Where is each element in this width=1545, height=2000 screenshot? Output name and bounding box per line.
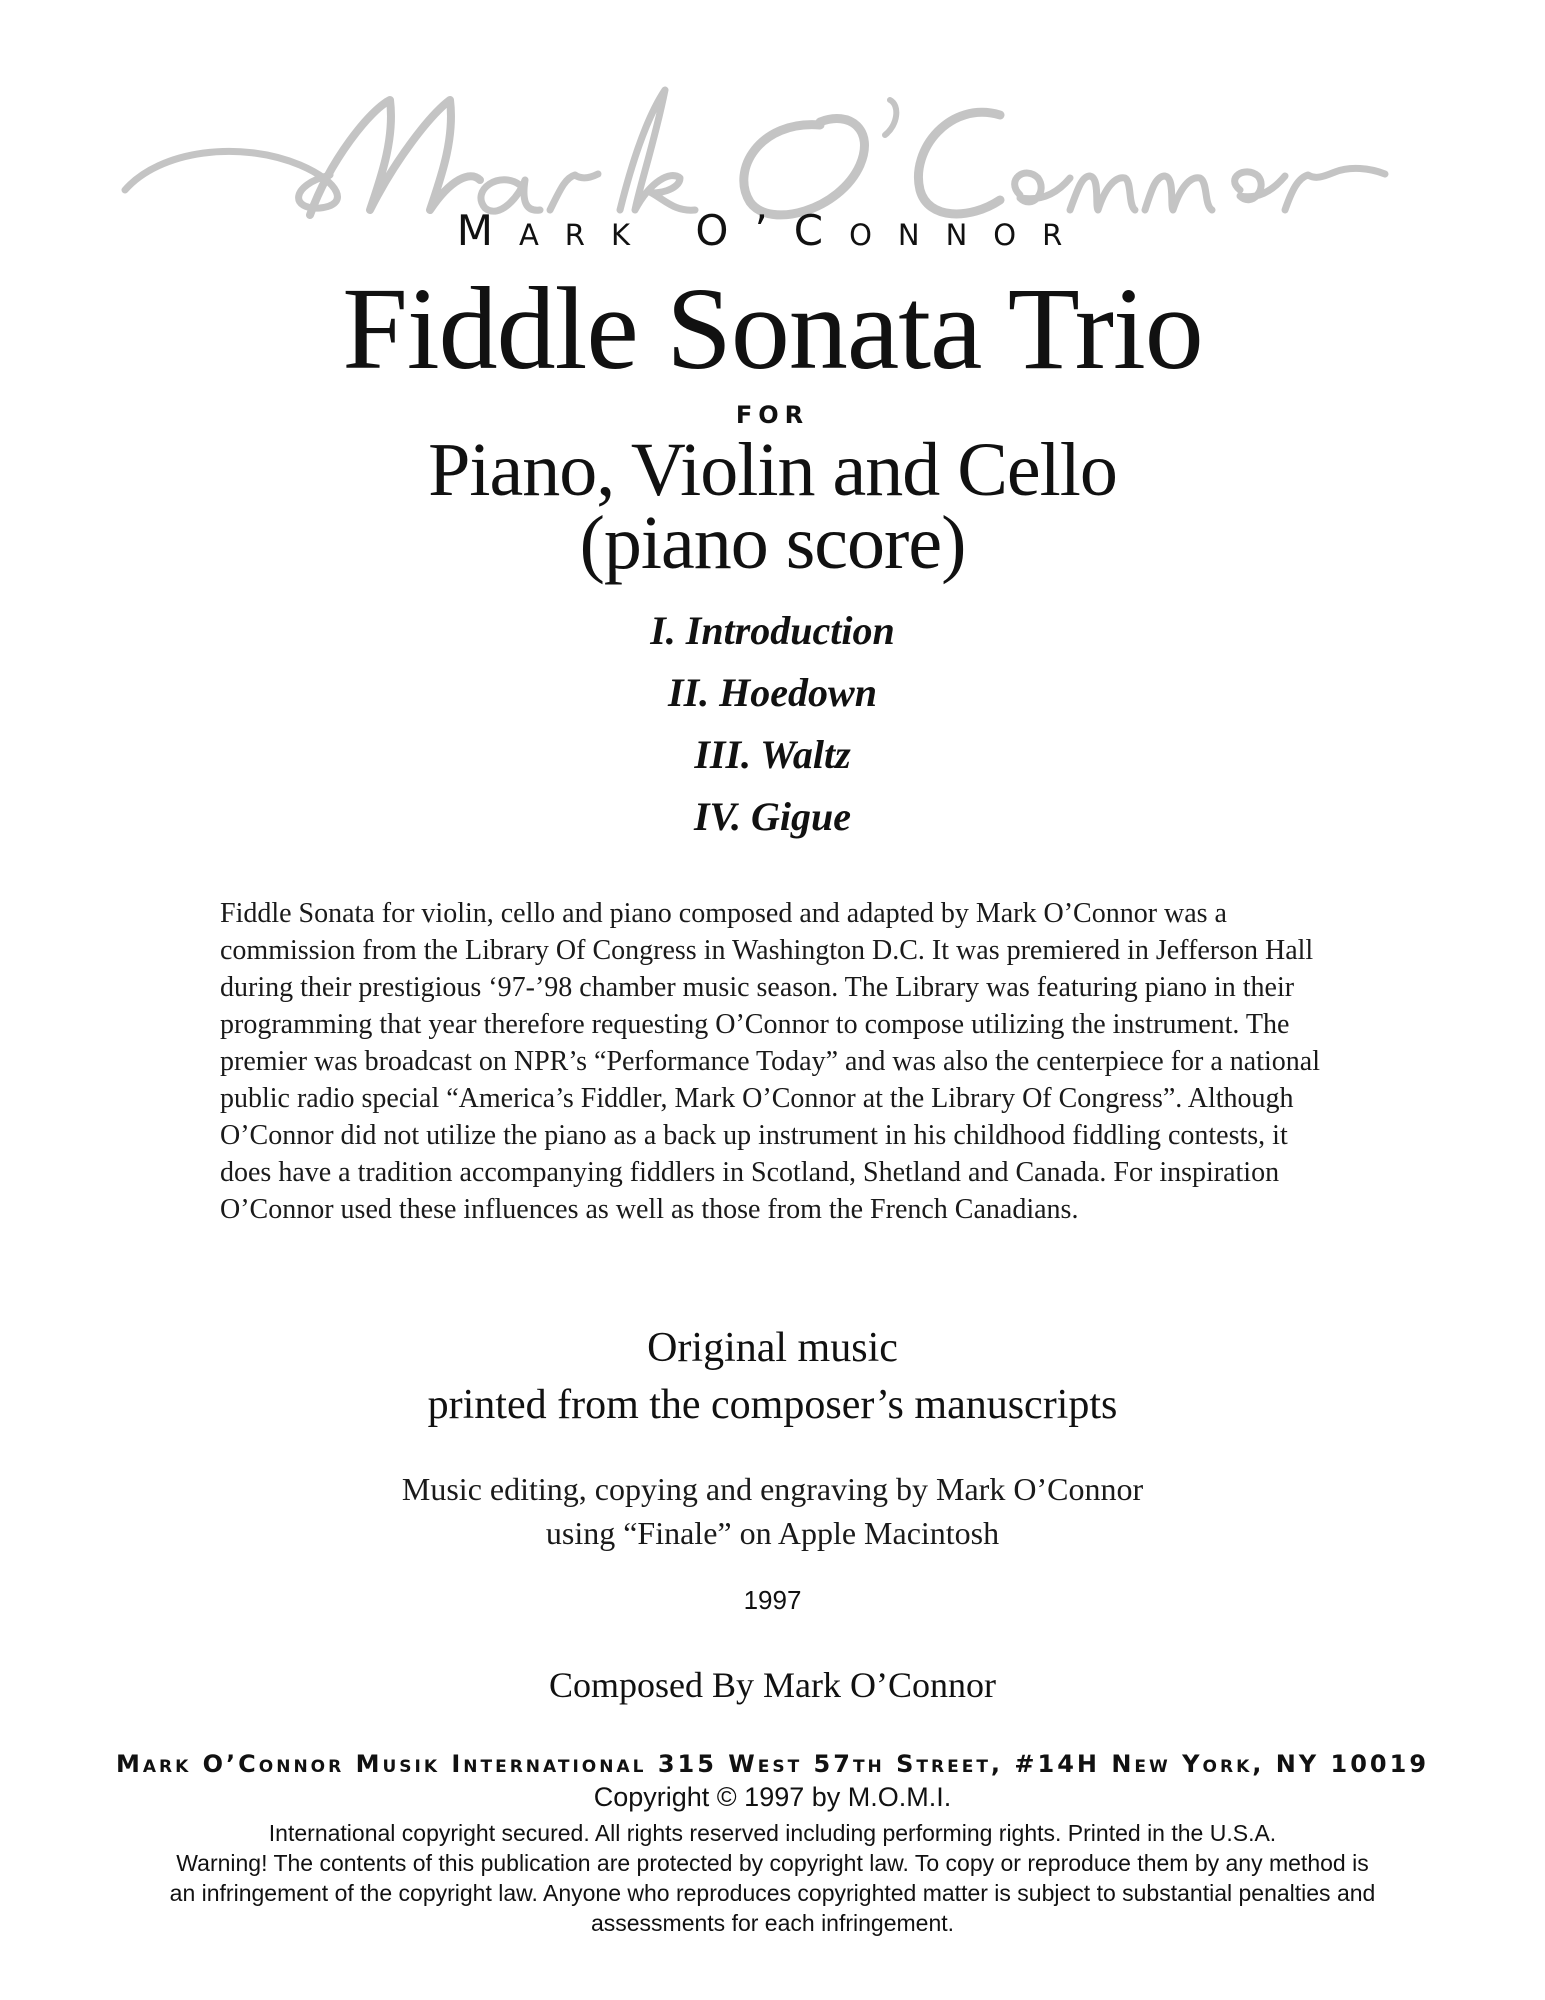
work-title: Fiddle Sonata Trio: [342, 263, 1203, 394]
program-note: Fiddle Sonata for violin, cello and piano composed and adapted by Mark O’Connor was a commission from the Library Of Congress in Washington D.C. It was premiered in Jefferson Hall during their prestigious ‘97-’98 chamber music season. The Library was featuring piano in their programming that year therefore requesting O’Connor to compose utilizing the instrument. The premier was broadcast on NPR’s “Performance Today” and was also the centerpiece for a national public radio special “America’s Fiddler, Mark O’Connor at the Library Of Congress”. Although O’Connor did not utilize the piano as a back up instrument in his childhood fiddling contests, it does have a tradition accompanying fiddlers in Scotland, Shetland and Canada. For inspiration O’Connor used these influences as well as those from the French Canadians.: [220, 898, 1320, 1225]
movement-item: III. Waltz: [694, 732, 851, 777]
movement-item: I. Introduction: [650, 608, 895, 653]
movement-item: II. Hoedown: [668, 670, 877, 715]
copyright-line: Copyright © 1997 by M.O.M.I.: [593, 1782, 952, 1812]
score-type: (piano score): [579, 501, 966, 585]
legal-notice: [80, 1818, 1465, 1938]
legal-line: International copyright secured. All rights reserved including performing rights. Printed in the U.S.A.: [268, 1820, 1277, 1846]
original-line-1: Original music: [647, 1325, 898, 1371]
original-music-note: [0, 1320, 1545, 1434]
year: 1997: [743, 1585, 802, 1615]
legal-line: assessments for each infringement.: [590, 1910, 955, 1936]
publisher-address: Mark O’Connor Musik International 315 West 57th Street, #14H New York, NY 10019: [115, 1750, 1430, 1778]
composed-by: Composed By Mark O’Connor: [549, 1665, 996, 1705]
legal-line: Warning! The contents of this publication are protected by copyright law. To copy or reproduce them by any method is: [176, 1850, 1369, 1876]
movement-item: IV. Gigue: [693, 794, 852, 839]
composer-name: Mark O’Connor: [456, 206, 1089, 255]
movement-list: [0, 600, 1545, 848]
editing-line-2: using “Finale” on Apple Macintosh: [545, 1515, 1000, 1551]
legal-line: an infringement of the copyright law. Anyone who reproduces copyrighted matter is subject to substantial penalties and: [169, 1880, 1376, 1906]
for-label: FOR: [735, 401, 810, 429]
original-line-2: printed from the composer’s manuscripts: [427, 1382, 1118, 1428]
editing-credit: [0, 1467, 1545, 1555]
instrumentation: Piano, Violin and Cello: [428, 428, 1117, 512]
editing-line-1: Music editing, copying and engraving by Mark O’Connor: [401, 1471, 1144, 1507]
